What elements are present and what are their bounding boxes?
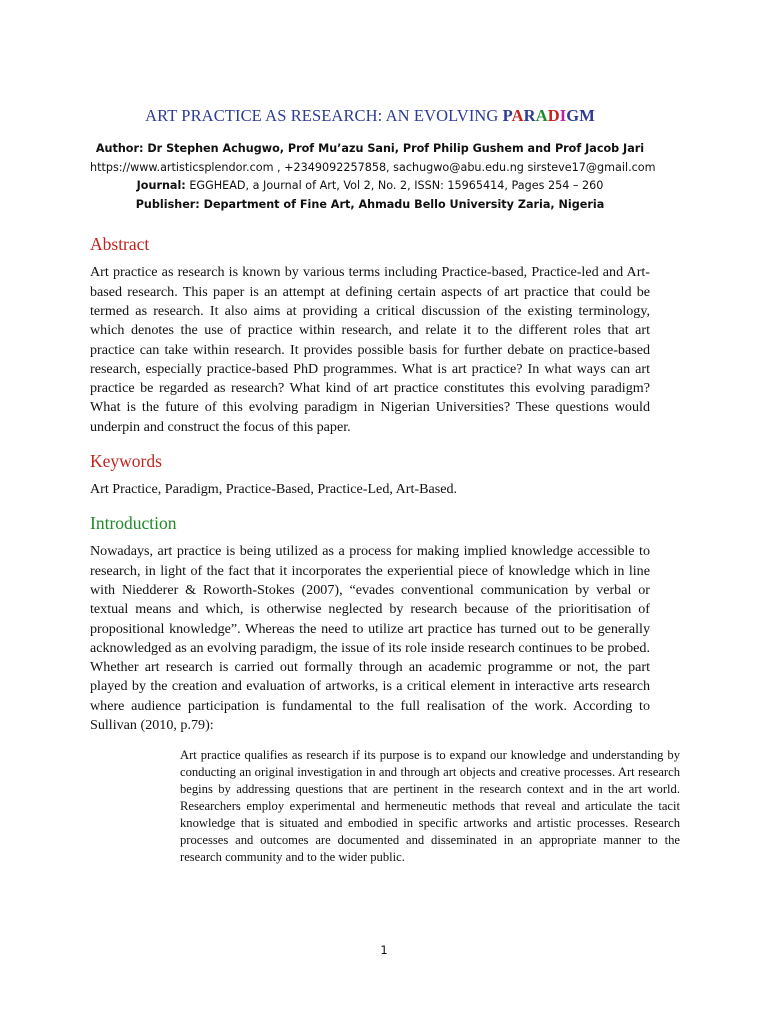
publisher-label: Publisher: [135, 197, 200, 211]
abstract-text: Art practice as research is known by various terms including Practice-based, Practice-led and Art-based research. This paper is an attempt at defining certain aspects of art practice that could be termed as research. It also aims at providing a critical discussion of the existing terminology, which denotes the use of practice within research, and relate it to the different roles that art practice can take within research. It provides possible basis for further debate on practice-based research, especially practice-based PhD programmes. What is art practice? In what ways can art practice be regarded as research? What kind of art practice constitutes this evolving paradigm? What is the future of this evolving paradigm in Nigerian Universities? These questions would underpin and construct the focus of this paper. [90, 264, 650, 435]
paper-title-main: ART PRACTICE AS RESEARCH: AN EVOLVING [145, 106, 503, 125]
title-highlight-letter: I [559, 106, 567, 125]
paper-title-highlight [503, 106, 595, 125]
introduction-text: Nowadays, art practice is being utilized as a process for making implied knowledge accessible to research, in light of the fact that it incorporates the experiential piece of knowledge which in line with Niedderer & Roworth-Stokes (2007), “evades conventional communication by verbal or textual means and which, is otherwise neglected by research because of the prioritisation of propositional knowledge”. Whereas the need to utilize art practice has turned out to be generally acknowledged as an evolving paradigm, the issue of its role inside research continues to be probed. Whether art research is carried out formally through an academic programme or not, the part played by the creation and evaluation of artworks, is a critical element in interactive arts research where audience participation is fundamental to the full realisation of the work. According to Sullivan (2010, p.79): [90, 543, 650, 734]
abstract-heading: Abstract [90, 234, 150, 255]
contact-line: https://www.artisticsplendor.com , +2349092257858, sachugwo@abu.edu.ng sirsteve17@gmail.com [90, 160, 656, 174]
title-highlight-letter: M [579, 106, 595, 125]
journal-label: Journal: [136, 179, 186, 193]
paper-title [90, 106, 650, 126]
title-highlight-letter: G [566, 106, 580, 125]
publisher-line [90, 196, 650, 215]
journal-value: EGGHEAD, a Journal of Art, Vol 2, No. 2, ISSN: 15965414, Pages 254 – 260 [185, 179, 604, 193]
title-highlight-letter: D [547, 106, 560, 125]
title-highlight-letter: P [502, 106, 512, 125]
keywords-text: Art Practice, Paradigm, Practice-Based, Practice-Led, Art-Based. [90, 481, 458, 498]
journal-line [90, 177, 650, 196]
document-page [90, 106, 680, 866]
introduction-heading: Introduction [90, 513, 177, 534]
author-line [90, 140, 650, 159]
paper-meta [90, 140, 656, 214]
title-highlight-letter: R [523, 106, 536, 125]
author-label: Author: [95, 142, 144, 155]
publisher-value: Department of Fine Art, Ahmadu Bello University Zaria, Nigeria [199, 197, 605, 211]
page-number: 1 [380, 943, 388, 957]
title-highlight-letter: A [511, 106, 524, 125]
keywords-heading: Keywords [90, 451, 162, 472]
block-quote: Art practice qualifies as research if its purpose is to expand our knowledge and understanding by conducting an original investigation in and through art objects and creative processes. Art research begins by addressing questions that are pertinent in the research context and in the art world. Researchers employ experimental and hermeneutic methods that reveal and articulate the tacit knowledge that is situated and embodied in specific artworks and artistic processes. Research processes and outcomes are documented and disseminated in an appropriate manner to the research community and to the wider public. [180, 748, 680, 865]
author-value: Dr Stephen Achugwo, Prof Mu’azu Sani, Prof Philip Gushem and Prof Jacob Jari [143, 142, 645, 155]
title-highlight-letter: A [535, 106, 548, 125]
